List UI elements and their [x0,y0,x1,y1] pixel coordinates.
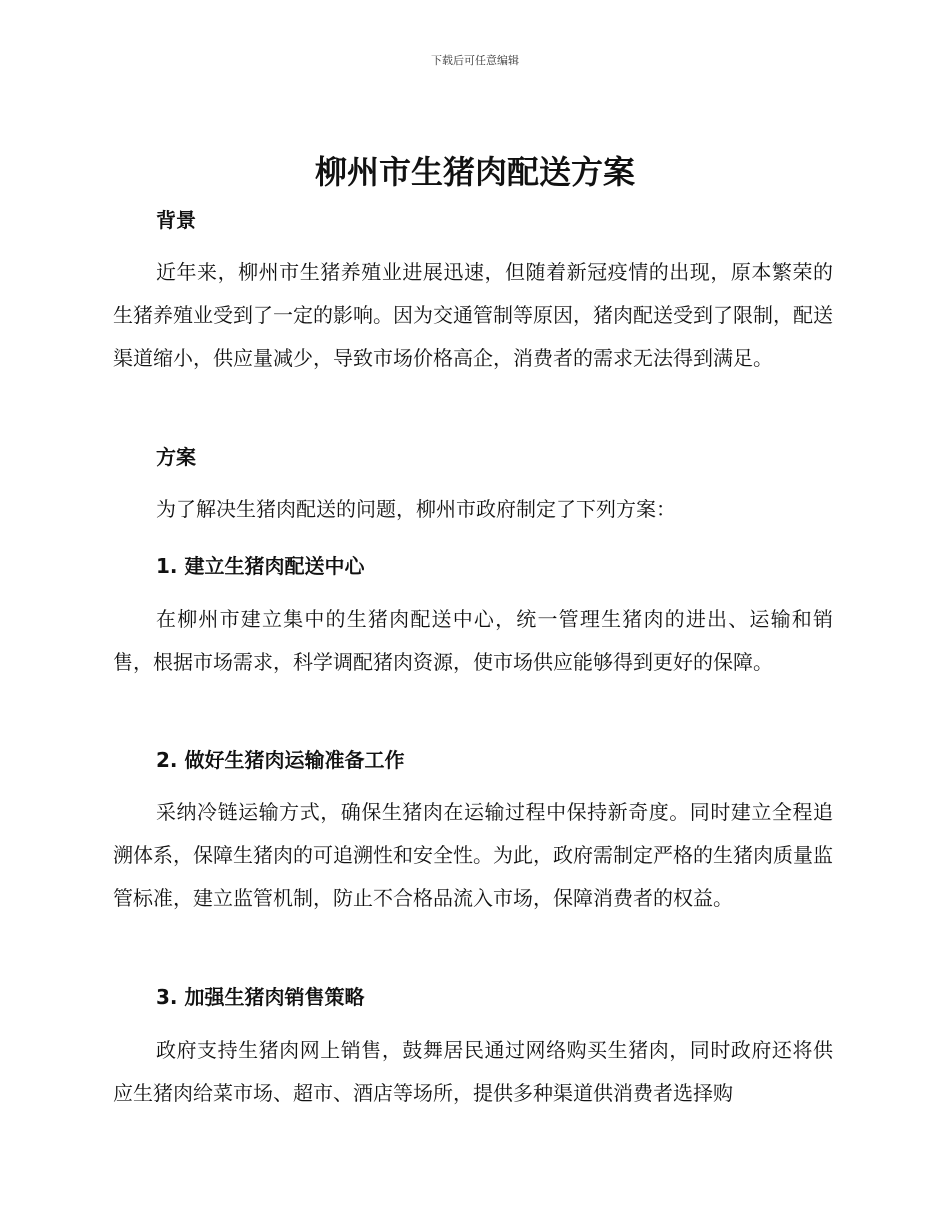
section-heading-distribution-center: 1. 建立生猪肉配送中心 [156,554,365,578]
paragraph-transport: 采纳冷链运输方式，确保生猪肉在运输过程中保持新奇度。同时建立全程追溯体系，保障生猪肉的可追溯性和安全性。为此，政府需制定严格的生猪肉质量监管标准，建立监管机制，防止不合格品流入市场，保障消费者的权益。 [113,800,833,910]
section-heading-plan: 方案 [156,445,196,469]
section-heading-transport: 2. 做好生猪肉运输准备工作 [156,748,405,772]
section-heading-background: 背景 [156,208,196,232]
paragraph-sales: 政府支持生猪肉网上销售，鼓舞居民通过网络购买生猪肉，同时政府还将供应生猪肉给菜市场、超市、酒店等场所，提供多种渠道供消费者选择购 [113,1038,833,1105]
page-header: 下载后可任意编辑 [431,54,519,67]
section-heading-sales: 3. 加强生猪肉销售策略 [156,985,365,1009]
paragraph-distribution-center: 在柳州市建立集中的生猪肉配送中心，统一管理生猪肉的进出、运输和销售，根据市场需求，科学调配猪肉资源，使市场供应能够得到更好的保障。 [113,607,833,674]
document-title: 柳州市生猪肉配送方案 [314,153,635,191]
paragraph-plan-intro: 为了解决生猪肉配送的问题，柳州市政府制定了下列方案： [156,497,676,521]
paragraph-background: 近年来，柳州市生猪养殖业进展迅速，但随着新冠疫情的出现，原本繁荣的生猪养殖业受到了一定的影响。因为交通管制等原因，猪肉配送受到了限制，配送渠道缩小，供应量减少，导致市场价格高企，消费者的需求无法得到满足。 [113,260,833,370]
